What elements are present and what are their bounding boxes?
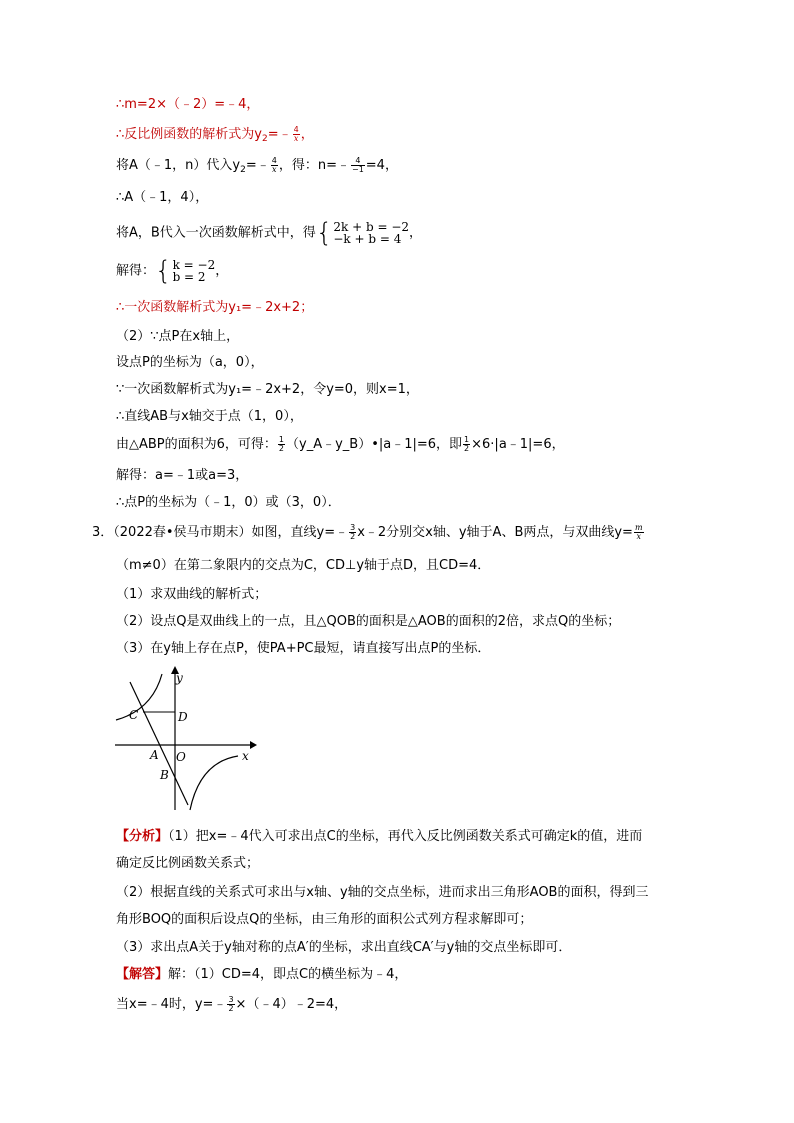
- label-b: B: [160, 768, 169, 782]
- equation-system: [173, 259, 216, 283]
- text: ∴反比例函数的解析式为y: [116, 127, 262, 142]
- question-3-stem-cont: （m≠0）在第二象限内的交点为C，CD⊥y轴于点D，且CD=4．: [116, 558, 491, 573]
- denominator: x: [272, 165, 277, 174]
- line-p-coord: 设点P的坐标为（a，0），: [116, 355, 264, 370]
- equation: 2k + b = −2: [333, 220, 410, 234]
- analysis-2: （2）根据直线的关系式可求出与x轴、y轴的交点坐标，进而求出三角形AOB的面积，得到三: [116, 885, 649, 900]
- fraction: [227, 996, 234, 1013]
- text: 将A（﹣1，n）代入y: [116, 158, 241, 173]
- numerator: 4: [351, 157, 365, 166]
- denominator: x: [636, 532, 641, 541]
- fraction: [351, 157, 365, 174]
- solution-2: [116, 996, 347, 1014]
- question-3-part2: （2）设点Q是双曲线上的一点，且△QOB的面积是△AOB的面积的2倍，求点Q的坐标；: [116, 614, 621, 629]
- numerator: 4: [293, 125, 299, 134]
- line-ab: [130, 682, 188, 805]
- text: 3．（2022春•侯马市期末）如图，直线y=﹣: [92, 525, 349, 540]
- line-m-value: ∴m=2×（﹣2）=﹣4，: [116, 97, 260, 112]
- denominator: x: [293, 134, 299, 143]
- line-substitute-a: [116, 157, 398, 179]
- question-3-part3: （3）在y轴上存在点P，使PA+PC最短，请直接写出点P的坐标．: [116, 641, 491, 656]
- line-p-answer: ∴点P的坐标为（﹣1，0）或（3，0）．: [116, 495, 341, 510]
- numerator: 1: [464, 435, 470, 444]
- text: 当x=﹣4时，y=﹣: [116, 997, 227, 1012]
- denominator: 2: [228, 1004, 234, 1013]
- text: =﹣: [245, 158, 270, 173]
- line-substitute-ab: [116, 220, 422, 246]
- line-ab-xaxis: ∴直线AB与x轴交于点（1，0），: [116, 409, 303, 424]
- fraction: [293, 126, 300, 143]
- line-point-a: ∴A（﹣1，4），: [116, 190, 209, 205]
- line-inverse-function: [116, 126, 314, 148]
- text: =﹣: [267, 127, 292, 142]
- text: x﹣2分别交x轴、y轴于A、B两点，与双曲线y=: [357, 525, 633, 540]
- line-solve: [116, 258, 228, 284]
- label-o: O: [176, 750, 186, 764]
- comma: ，: [409, 225, 423, 241]
- analysis-2b: 角形BOQ的面积后设点Q的坐标，由三角形的面积公式列方程求解即可；: [116, 912, 533, 927]
- label-d: D: [178, 710, 188, 724]
- subscript: 2: [240, 165, 246, 175]
- fraction: [463, 436, 470, 453]
- text: ×6·|a﹣1|=6，: [471, 437, 565, 452]
- brace: {: [155, 256, 172, 286]
- equation: k = −2: [172, 258, 216, 272]
- text: 解：（1）CD=4，即点C的横坐标为﹣4，: [168, 967, 408, 982]
- line-area-eq: [116, 436, 565, 454]
- fraction: [271, 157, 278, 174]
- equation-system: [333, 221, 409, 245]
- fraction: [278, 436, 285, 453]
- denominator: 2: [464, 444, 470, 453]
- analysis-3: （3）求出点A关于y轴对称的点A′的坐标，求出直线CA′与y轴的交点坐标即可．: [116, 940, 572, 955]
- label-c: C: [129, 708, 139, 722]
- label-a: A: [150, 748, 159, 762]
- analysis-1b: 确定反比例函数关系式；: [116, 856, 260, 871]
- line-solve-a: 解得：a=﹣1或a=3，: [116, 468, 249, 483]
- comma: ，: [300, 127, 314, 142]
- subscript: 2: [261, 134, 268, 144]
- solution-tag: 【解答】: [116, 967, 169, 982]
- equation: b = 2: [172, 270, 206, 284]
- numerator: 1: [278, 435, 285, 444]
- fraction: [634, 524, 644, 541]
- denominator: 2: [350, 532, 356, 541]
- text: 解得：: [116, 263, 156, 279]
- denominator: −1: [351, 165, 364, 174]
- numerator: 4: [271, 156, 277, 165]
- text: ×（﹣4）﹣2=4，: [235, 997, 348, 1012]
- label-y: y: [176, 671, 183, 685]
- text: ，得：n=﹣: [278, 158, 350, 173]
- equation: −k + b = 4: [333, 232, 402, 246]
- comma: ，: [215, 263, 229, 279]
- brace: {: [315, 218, 333, 248]
- numerator: m: [634, 523, 643, 532]
- hyperbola-branch-lower: [190, 756, 238, 810]
- coordinate-figure: [110, 662, 260, 814]
- line-intersection: ∵一次函数解析式为y₁=﹣2x+2，令y=0，则x=1，: [116, 382, 419, 397]
- question-3-stem: [92, 524, 645, 542]
- line-part2-p: （2）∵点P在x轴上，: [116, 329, 240, 344]
- question-3-part1: （1）求双曲线的解析式；: [116, 587, 268, 602]
- text: 将A，B代入一次函数解析式中，得: [116, 225, 316, 241]
- label-x: x: [242, 749, 249, 763]
- numerator: 3: [228, 995, 234, 1004]
- numerator: 3: [350, 523, 356, 532]
- x-axis-arrow: [250, 741, 257, 749]
- text: =4，: [365, 158, 398, 173]
- solution-1: [116, 966, 407, 984]
- fraction: [349, 524, 356, 541]
- text: 由△ABP的面积为6，可得：: [116, 437, 277, 452]
- analysis-tag: 【分析】: [116, 829, 169, 844]
- analysis-1: [116, 828, 642, 846]
- denominator: 2: [278, 444, 285, 453]
- hyperbola-branch-upper: [116, 674, 162, 720]
- text: （1）把x=﹣4代入可求出点C的坐标，再代入反比例函数关系式可确定k的值，进而: [168, 829, 643, 844]
- line-linear-function: ∴一次函数解析式为y₁=﹣2x+2；: [116, 300, 314, 315]
- text: （y_A﹣y_B）•|a﹣1|=6，即: [286, 437, 463, 452]
